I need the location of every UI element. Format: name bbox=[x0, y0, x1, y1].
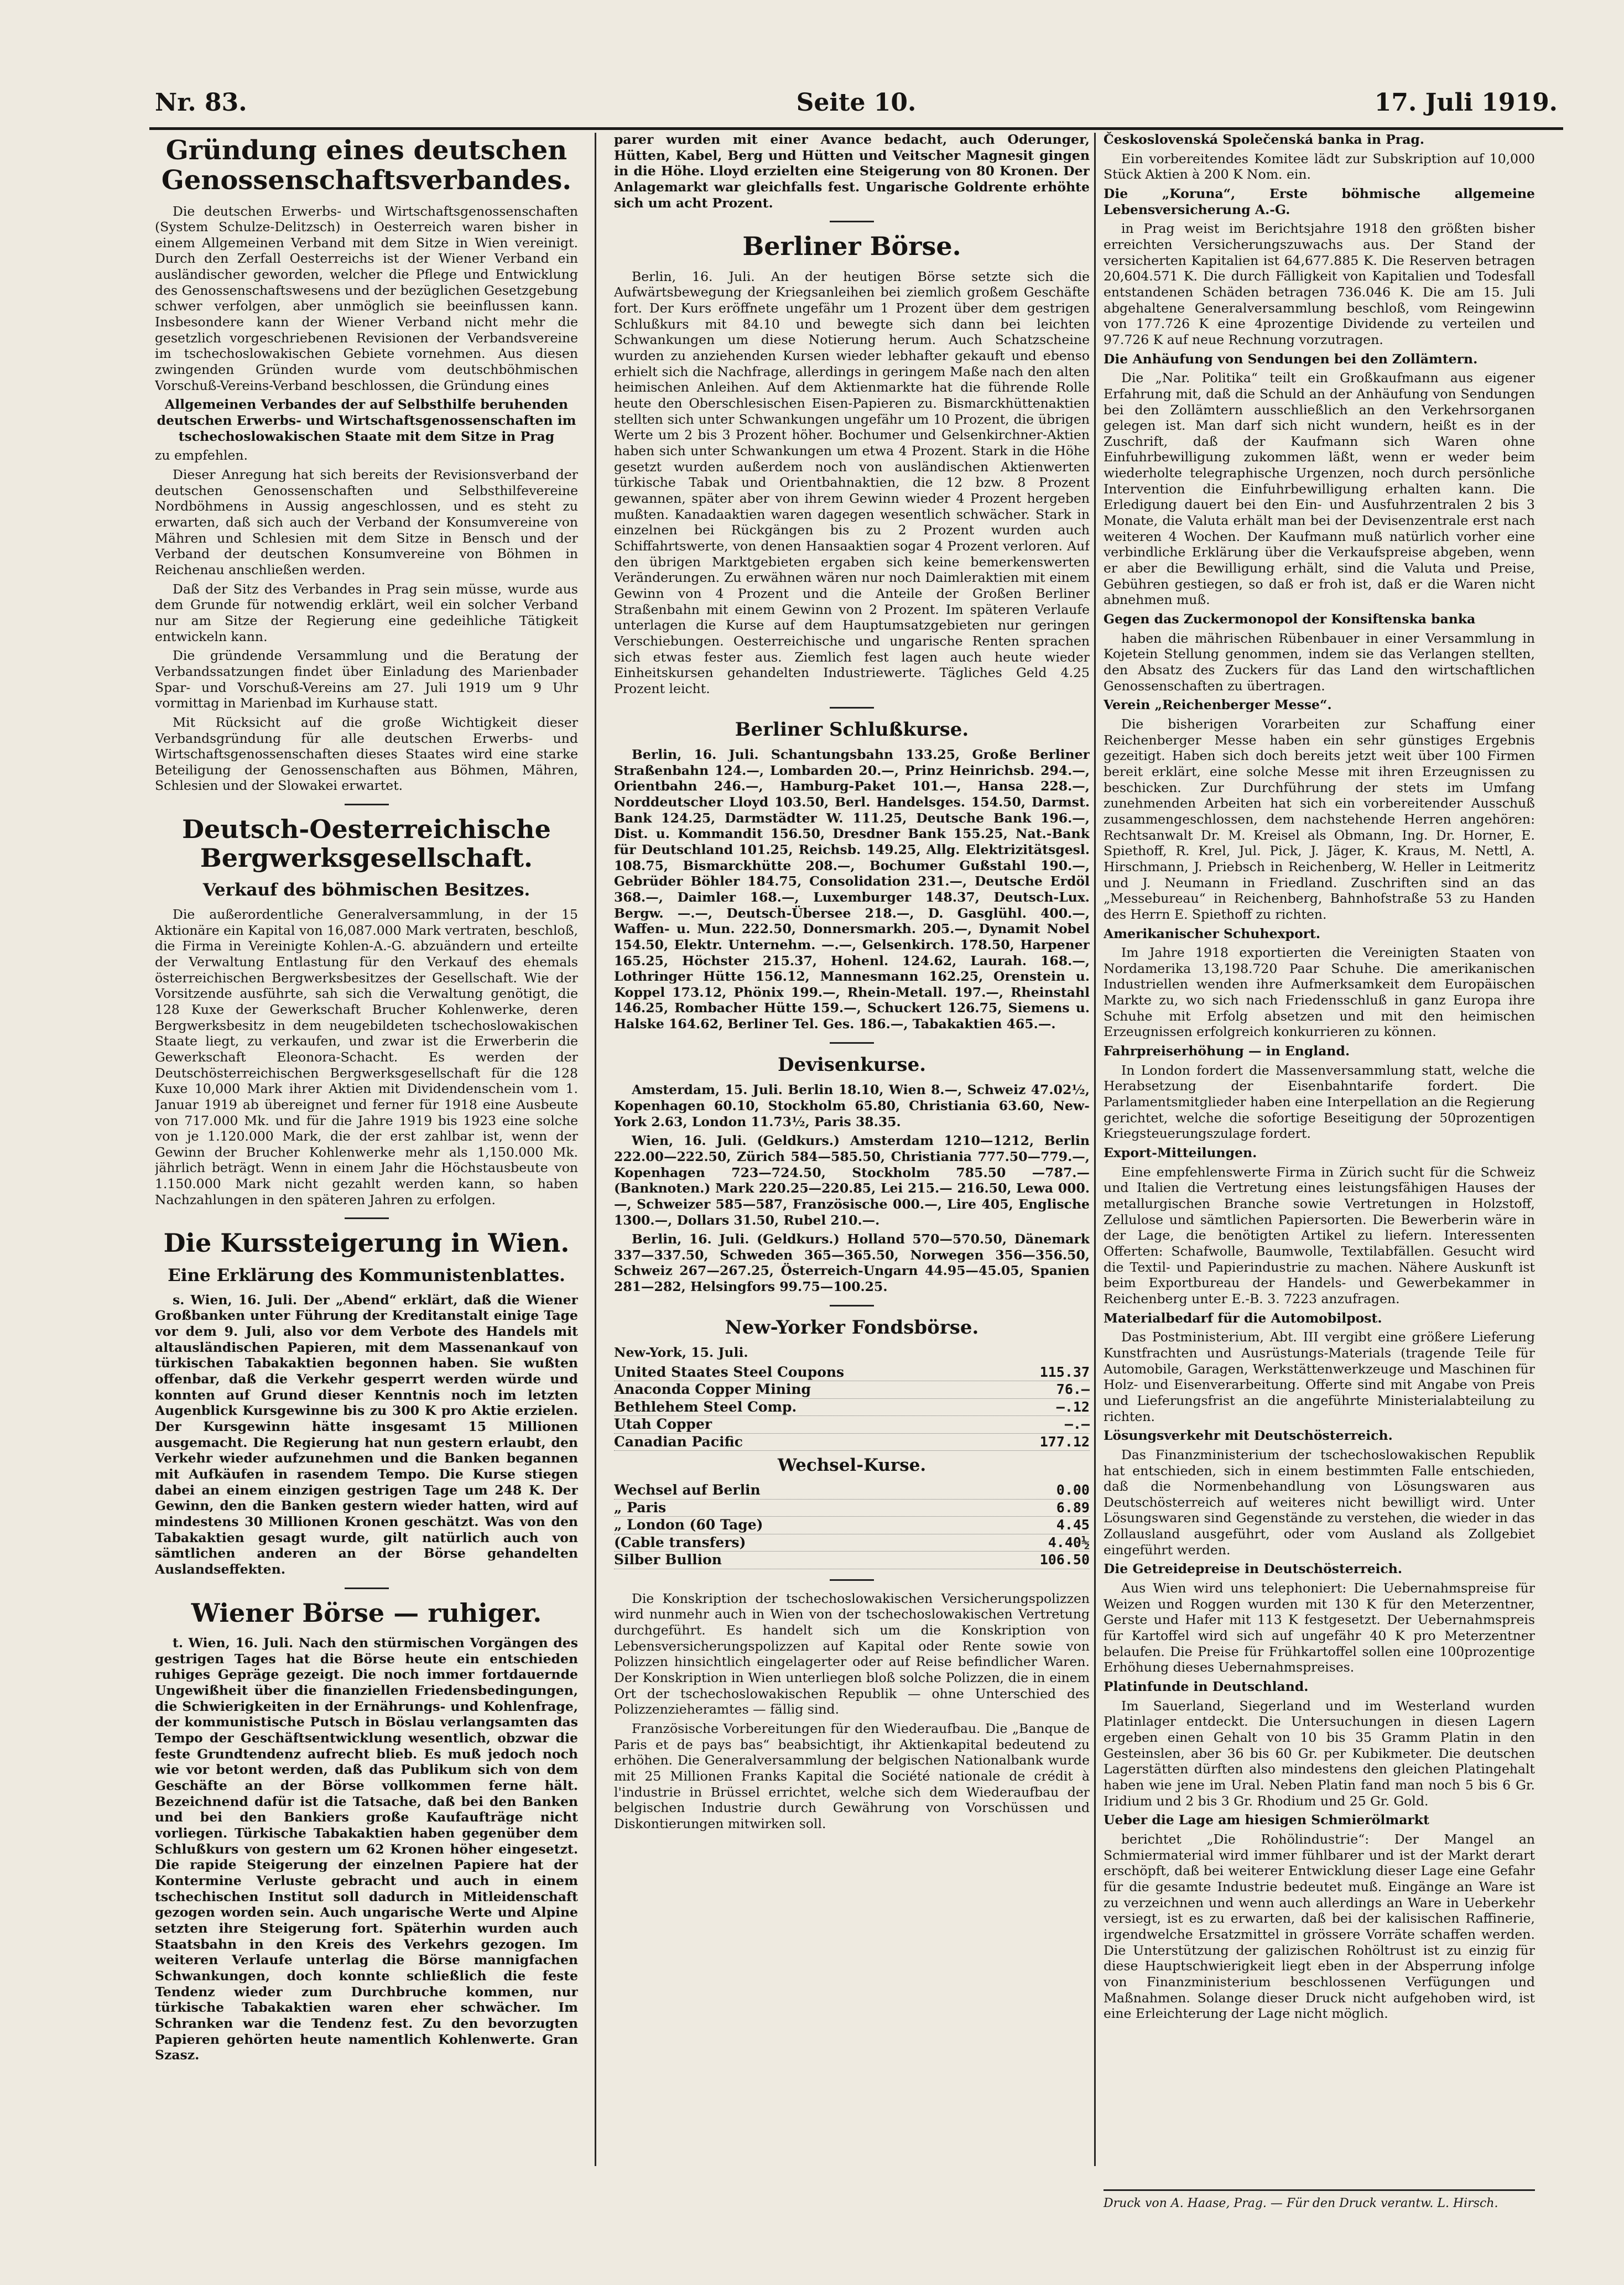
news-heading: Fahrpreiserhöhung — in England. bbox=[1104, 1043, 1350, 1059]
stock-row: Canadian Pacific 177.12 bbox=[614, 1434, 1090, 1451]
news-heading: Die „Koruna“, Erste böhmische allgemeine Lebensversicherung A.-G. bbox=[1104, 185, 1535, 217]
exchange-row: „ London (60 Tage) 4.45 bbox=[614, 1517, 1090, 1534]
stock-row: Anaconda Copper Mining 76.— bbox=[614, 1381, 1090, 1399]
divider bbox=[830, 221, 874, 222]
column-rule bbox=[595, 133, 596, 2166]
column-2 bbox=[614, 132, 1090, 2163]
article-title: Devisenkurse. bbox=[777, 1053, 926, 1076]
news-heading: Die Getreidepreise in Deutschösterreich. bbox=[1104, 1561, 1403, 1577]
paragraph: Mit Rücksicht auf die große Wichtigkeit dieser Verbandsgründung für alle deutschen Erwerbs- und Wirtschaftsgenossenschaften dieses Staates wird eine starke Beteiligung der Genossenschaften aus Böhmen, Mähren, Schlesien und der Slowakei erwartet. bbox=[155, 714, 578, 794]
paragraph: berichtet „Die Rohölindustrie“: Der Mangel an Schmiermaterial wird immer fühlbarer und ist der Markt derart erschöpft, daß bei weiterer Entwicklung dieser Lage eine Gefahr für die gesamte Industrie bedeutet muß. Eingänge an Ware ist zu verzeichnen und wenn auch allerdings an Ware in Ueberkehr versiegt, ist es zu erwarten, daß bei der kalisischen Raffinerie, irgendwelche Ersatzmittel in grössere Vorräte schaffen werden. Die Unterstützung der galizischen Rohöltrust ist zu einzig für diese Hauptschwierigkeit liegt eben in der Absperrung infolge von Finanzministerium beschlossenen Verfügungen und Maßnahmen. Solange dieser Druck nicht aufgehoben wird, ist eine Erleichterung der Lage nicht möglich. bbox=[1104, 1831, 1535, 2022]
stock-row: Bethlehem Steel Comp. —.12 bbox=[614, 1399, 1090, 1417]
article-subtitle: Eine Erklärung des Kommunistenblattes. bbox=[168, 1265, 565, 1285]
paragraph: Die bisherigen Vorarbeiten zur Schaffung einer Reichenberger Messe haben ein sehr günstiges Ergebnis gezeitigt. Haben sich doch bereits jetzt weit über 100 Firmen bereit erklärt, eine solche Messe mit ihren Erzeugnissen zu beschicken. Zur Durchführung der stets im Umfang zunehmenden Arbeiten hat sich ein vorbereitender Ausschuß zusammengeschlossen, dem nachstehende Herren angehören: Rechtsanwalt Dr. M. Kreisel als Obmann, Ing. Dr. Horner, E. Spiethoff, R. Krel, Jul. Pick, J. Jäger, K. Kraus, M. Nettl, A. Hirschmann, J. Priebsch in Reichenberg, W. Heller in Leitmeritz und J. Neumann in Friedland. Zuschriften sind an das „Messebureau“ in Reichenberg, Bahnhofstraße 53 zu Handen des Herrn E. Spiethoff zu richten. bbox=[1104, 716, 1535, 922]
paragraph: Berlin, 16. Juli. Schantungsbahn 133.25, Große Berliner Straßenbahn 124.—, Lombarden 20.—, Prinz Heinrichsb. 294.—, Orientbahn 246.—, Hamburg-Paket 101.—, Hansa 228.—, Norddeutscher Lloyd 103.50, Berl. Handelsges. 154.50, Darmst. Bank 124.25, Darmstädter W. 111.25, Deutsche Bank 196.—, Dist. u. Kommandit 156.50, Dresdner Bank 155.25, Nat.-Bank für Deutschland 101.25, Reichsb. 149.25, Allg. Elektrizitätsgesl. 108.75, Bismarckhütte 208.—, Bochumer Gußstahl 190.—, Gebrüder Böhler 184.75, Consolidation 231.—, Deutsche Erdöl 368.—, Daimler 168.—, Luxemburger 148.37, Deutsch-Lux. Bergw. —.—, Deutsch-Übersee 218.—, D. Gasglühl. 400.—, Waffen- u. Mun. 222.50, Donnersmarkh. 205.—, Dynamit Nobel 154.50, Elektr. Unternehm. —.—, Gelsenkirch. 178.50, Harpener 165.25, Höchster 215.37, Hohenl. 124.62, Laurah. 168.—, Lothringer Hütte 156.12, Mannesmann 162.25, Orenstein u. Koppel 173.12, Phönix 199.—, Rhein-Metall. 197.—, Rheinstahl 146.25, Rombacher Hütte 159.—, Schuckert 126.75, Siemens u. Halske 164.62, Berliner Tel. Ges. 186.—, Tabakaktien 465.—. bbox=[614, 746, 1090, 1032]
paragraph: parer wurden mit einer Avance bedacht, auch Oderunger, Hütten, Kabel, Berg und Hütten und Veitscher Magnesit gingen in die Höhe. Lloyd erzielten eine Steigerung von 80 Kronen. Der Anlagemarkt war gleichfalls fest. Ungarische Goldrente erhöhte sich um acht Prozent. bbox=[614, 132, 1090, 211]
stock-list bbox=[614, 1364, 1090, 1451]
paragraph: Berlin, 16. Juli. (Geldkurs.) Holland 570—570.50, Dänemark 337—337.50, Schweden 365—365.50, Norwegen 356—356.50, Schweiz 267—267.25, Österreich-Ungarn 44.95—45.05, Spanien 281—282, Helsingfors 99.75—100.25. bbox=[614, 1231, 1090, 1295]
paragraph: Eine empfehlenswerte Firma in Zürich sucht für die Schweiz und Italien die Vertretung eines leistungsfähigen Hauses der metallurgischen Branche sowie Vertretungen in Holzstoff, Zellulose und sämtlichen Papiersorten. Die Bewerberin wäre in der Lage, die benötigten Artikel zu liefern. Interessenten Offerten: Schafwolle, Baumwolle, Textilabfällen. Gesucht wird die Textil- und Papierindustrie zu machen. Nähere Auskunft ist beim Exportbureau der Handels- und Gewerbekammer in Reichenberg unter E.-B. 3. 7223 anzufragen. bbox=[1104, 1164, 1535, 1307]
page-number: Seite 10. bbox=[796, 89, 917, 117]
news-heading: Československá Společenská banka in Prag. bbox=[1104, 132, 1425, 147]
paragraph: Die deutschen Erwerbs- und Wirtschaftsgenossenschaften (System Schulze-Delitzsch) in Oesterreich waren bisher in einem Allgemeinen Verband mit dem Sitze in Wien vereinigt. Durch den Zerfall Oesterreichs ist der Wiener Verband ein ausländischer geworden, welcher die Pflege und Entwicklung des Genossenschaftswesens und der bezüglichen Gesetzgebung schwer verfolgen, aber unmöglich sie beeinflussen kann. Insbesondere kann der Wiener Verband nicht mehr die gesetzlich vorgeschriebenen Revisionen der Verbandsvereine im tschechoslowakischen Gebiete vornehmen. Aus diesen zwingenden Gründen wurde vom deutschböhmischen Vorschuß-Vereins-Verband beschlossen, die Gründung eines bbox=[155, 203, 578, 393]
article-title: Die Kurssteigerung in Wien. bbox=[163, 1228, 570, 1258]
news-heading: Ueber die Lage am hiesigen Schmierölmarkt bbox=[1104, 1812, 1429, 1828]
article-title: Gründung eines deutschen Genossenschaftsverbandes. bbox=[161, 135, 572, 196]
paragraph: Ein vorbereitendes Komitee lädt zur Subskription auf 10,000 Stück Aktien à 200 K Nom. ein. bbox=[1104, 150, 1535, 183]
divider bbox=[830, 707, 874, 709]
news-heading: Platinfunde in Deutschland. bbox=[1104, 1679, 1309, 1695]
paragraph: Amsterdam, 15. Juli. Berlin 18.10, Wien 8.—, Schweiz 47.02½, Kopenhagen 60.10, Stockholm 65.80, Christiania 63.60, New-York 2.63, London 11.73½, Paris 38.35. bbox=[614, 1082, 1090, 1130]
divider bbox=[830, 1305, 874, 1307]
paragraph: haben die mährischen Rübenbauer in einer Versammlung in Kojetein Stellung genommen, indem sie das Verlangen stellten, den Absatz des Zuckers für das Land den wirtschaftlichen Genossenschaften zu übertragen. bbox=[1104, 630, 1535, 694]
column-1 bbox=[155, 132, 578, 2163]
divider bbox=[345, 1217, 389, 1219]
paragraph: Im Jahre 1918 exportierten die Vereinigten Staaten von Nordamerika 13,198.720 Paar Schuhe. Die amerikanischen Industriellen wenden ihre Aufmerksamkeit dem Europäischen Markte zu, wo sich nach Friedensschluß in ganz Europa ihre Schuhe mit Erfolg absetzen und mit den heimischen Erzeugnissen erfolgreich konkurrieren zu können. bbox=[1104, 945, 1535, 1040]
paragraph: zu empfehlen. bbox=[155, 447, 248, 464]
paragraph: Allgemeinen Verbandes der auf Selbsthilfe beruhenden deutschen Erwerbs- und Wirtschaftsgenossenschaften im tschechoslowakischen Staate mit dem Sitze in Prag bbox=[157, 397, 576, 444]
exchange-row: „ Paris 6.89 bbox=[614, 1500, 1090, 1517]
column-3 bbox=[1104, 132, 1535, 2163]
issue-date: 17. Juli 1919. bbox=[1374, 89, 1558, 117]
paragraph: Die Konskription der tschechoslowakischen Versicherungspolizzen wird nunmehr auch in Wien von der tschechoslowakischen Vertretung durchgeführt. Es handelt sich um die Konskription von Lebensversicherungspolizzen auf Kapital oder Rente sowie von Polizzen hinsichtlich eingelagerter oder auf Reise befindlicher Waren. Der Konskription in Wien unterliegen bloß solche Polizzen, die in einem Ort der tschechoslowakischen Republik — ohne Unterschied des Polizzenzieheramtes — fällig sind. bbox=[614, 1590, 1090, 1717]
paragraph: t. Wien, 16. Juli. Nach den stürmischen Vorgängen des gestrigen Tages hat die Börse heute ein entschieden ruhiges Gepräge gezeigt. Die noch immer fortdauernde Ungewißheit über die finanziellen Friedensbedingungen, die Schwierigkeiten in der Ernährungs- und Kohlenfrage, der kommunistische Putsch in Böslau verlangsamten das Tempo der Geschäftsentwicklung wesentlich, obzwar die feste Grundtendenz aufrecht blieb. Es muß jedoch noch wie vor betont werden, daß das Publikum sich von dem Geschäfte an der Börse vollkommen ferne hält. Bezeichnend dafür ist die Tatsache, daß bei den Banken und bei den Bankiers große Kaufaufträge nicht vorliegen. Türkische Tabakaktien haben gegenüber dem Schlußkurs von gestern um 62 Kronen höher eingesetzt. Die rapide Steigerung der einzelnen Papiere hat der Kontermine Verluste gebracht und auch in einem tschechischen Institut soll dadurch in Mitleidenschaft gezogen worden sein. Auch ungarische Werte und Alpine setzten ihre Steigerung fort. Späterhin wurden auch Staatsbahn in den Kreis des Verkehrs gezogen. Im weiteren Verlaufe unterlag die Börse mannigfachen Schwankungen, doch konnte schließlich die feste Tendenz wieder zum Durchbruche kommen, nur türkische Tabakaktien waren eher schwächer. Im Schranken war die Tendenz fest. Zu den bevorzugten Papieren gehörten heute namentlich Kohlenwerte. Gran Szasz. bbox=[155, 1635, 578, 2063]
article-title: New-Yorker Fondsbörse. bbox=[725, 1316, 979, 1339]
issue-number: Nr. 83. bbox=[155, 89, 247, 117]
article-subtitle: Verkauf des böhmischen Besitzes. bbox=[202, 880, 530, 901]
news-heading: Die Anhäufung von Sendungen bei den Zollämtern. bbox=[1104, 351, 1478, 367]
paragraph: Die außerordentliche Generalversammlung, in der 15 Aktionäre ein Kapital von 16,087.000 Mark vertraten, beschloß, die Firma in Vereinigte Kohlen-A.-G. abzuändern und erteilte der Verwaltung Entlastung für den Verkauf des ehemals österreichischen Bergwerksbesitzes der Gesellschaft. Wie der Vorsitzende ausführte, sah sich die Verwaltung genötigt, die 128 Kuxe der Gewerkschaft Brucher Kohlenwerke, deren Bergwerksbesitz in dem neugebildeten tschechoslowakischen Staate liegt, zu verkaufen, und zwar ist die Erwerberin die Gewerkschaft Eleonora-Schacht. Es werden der Deutschösterreichischen Bergwerksgesellschaft für die 128 Kuxe 10,000 Mark ihrer Aktien mit Dividendenschein vom 1. Januar 1919 ab übereignet und ferner für 1918 eine Ausbeute von 717.000 Mk. und für die Jahre 1919 bis 1923 eine solche von je 1.120.000 Mark, die der erst zahlbar ist, wenn der Gewinn der Brucher Kohlenwerke mehr als 1,150.000 Mk. jährlich beträgt. Wenn in einem Jahr die Höchstausbeute von 1.150.000 Mark nicht gezahlt werden kann, so haben Nachzahlungen in den späteren Jahren zu erfolgen. bbox=[155, 906, 578, 1207]
paragraph: Aus Wien wird uns telephoniert: Die Uebernahmspreise für Weizen und Roggen wurden mit 130 K für den Meterzentner, Gerste und Hafer mit 113 K festgesetzt. Der Uebernahmspreis für Kartoffel wird sich auf ungefähr 40 K pro Meterzentner belaufen. Die Preise für Frühkartoffel sollen eine 100prozentige Erhöhung dieses Uebernahmspreises. bbox=[1104, 1580, 1535, 1675]
exchange-row: (Cable transfers) 4.40½ bbox=[614, 1534, 1090, 1552]
paragraph: s. Wien, 16. Juli. Der „Abend“ erklärt, daß die Wiener Großbanken unter Führung der Kreditanstalt einige Tage vor dem 9. Juli, also vor dem Verbote des Handels mit altausländischen Papieren, mit dem Massenankauf von türkischen Tabakaktien begonnen haben. Sie wußten offenbar, daß die Verkehr gesperrt werden würde und konnten auf Grund dieser Kenntnis noch im letzten Augenblick Kursgewinne bis zu 300 K pro Aktie erzielen. Der Kursgewinn hätte insgesamt 15 Millionen ausgemacht. Die Regierung hat nun gestern erlaubt, den Verkehr wieder aufzunehmen und die Banken begannen mit Aufkäufen in rasendem Tempo. Die Kurse stiegen dabei an einem einzigen gestrigen Tage um 248 K. Der Gewinn, den die Banken gestern wieder hatten, wird auf mindestens 30 Millionen Kronen geschätzt. Was von den Tabakaktien gesagt wurde, gilt natürlich auch von sämtlichen anderen an der Börse gehandelten Auslandseffekten. bbox=[155, 1292, 578, 1577]
paragraph: Das Postministerium, Abt. III vergibt eine größere Lieferung Kunstfrachten und Ausrüstungs-Materials (tragende Teile für Automobile, Garagen, Werkstättenwerkzeuge und Maschinen für Holz- und Eisenverarbeitung. Offerte sind mit Angabe von Preis und Lieferungsfrist an die angeführte Ministerialabteilung zu richten. bbox=[1104, 1329, 1535, 1424]
news-heading: Export-Mitteilungen. bbox=[1104, 1145, 1257, 1161]
stock-row: Utah Copper —.— bbox=[614, 1416, 1090, 1434]
article-title: Berliner Börse. bbox=[742, 231, 961, 262]
stock-row: United Staates Steel Coupons 115.37 bbox=[614, 1364, 1090, 1382]
paragraph: Wien, 16. Juli. (Geldkurs.) Amsterdam 1210—1212, Berlin 222.00—222.50, Zürich 584—585.50, Christiania 777.50—779.—, Kopenhagen 723—724.50, Stockholm 785.50 —787.— (Banknoten.) Mark 220.25—220.85, Lei 215.— 216.50, Lewa 000.—, Schweizer 585—587, Französische 000.—, Lire 405, Englische 1300.—, Dollars 31.50, Rubel 210.—. bbox=[614, 1133, 1090, 1228]
news-heading: Lösungsverkehr mit Deutschösterreich. bbox=[1104, 1428, 1393, 1444]
paragraph: Die „Nar. Politika“ teilt ein Großkaufmann aus eigener Erfahrung mit, daß die Schuld an der Anhäufung von Sendungen bei den Zollämtern ausschließlich an den Verkehrsorganen gelegen ist. Man darf sich nicht wundern, heißt es in der Zuschrift, daß der Kaufmann sich Waren ohne Einfuhrbewilligung zukommen läßt, wenn er weder beim wiederholte telegraphische Urgenzen, noch durch persönliche Intervention die Einfuhrbewilligung erhalten kann. Die Erledigung dauert bei den Ein- und Ausfuhrzentralen 2 bis 3 Monate, die Valuta erhält man bei der Devisenzentrale erst nach weiteren 4 Wochen. Der Kaufmann muß natürlich vorher eine verbindliche Erklärung über die Verkaufspreise abgeben, wenn er aber die Bewilligung erhält, sind die Valuta und Preise, Gebühren gestiegen, so daß er froh ist, daß er die Waren nicht abnehmen muß. bbox=[1104, 370, 1535, 608]
paragraph: Französische Vorbereitungen für den Wiederaufbau. Die „Banque de Paris et de pays bas“ beabsichtigt, ihr Aktienkapital bedeutend zu erhöhen. Die Generalversammlung der belgischen Nationalbank wurde mit 25 Millionen Franks Kapital die Société nationale de crédit à l'industrie in Brüssel errichtet, welche sich dem Wiederaufbau der belgischen Industrie durch Gewährung von Vorschüssen und Diskontierungen mitwirken soll. bbox=[614, 1720, 1090, 1831]
news-heading: Materialbedarf für die Automobilpost. bbox=[1104, 1310, 1382, 1326]
paragraph: Das Finanzministerium der tschechoslowakischen Republik hat entschieden, sich in einem bestimmten Falle entschieden, daß die Normenbehandlung von Lösungswaren aus Deutschösterreich auf weiteres nicht bewilligt wird. Unter Lösungswaren sind Gegenstände zu verstehen, die wieder in das Zollausland ausgeführt, oder vom Ausland als Zollgebiet eingeführt werden. bbox=[1104, 1446, 1535, 1558]
exchange-row: Wechsel auf Berlin 0.00 bbox=[614, 1482, 1090, 1500]
paragraph: Berlin, 16. Juli. An der heutigen Börse setzte sich die Aufwärtsbewegung der Kriegsanleihen bei ziemlich großem Geschäfte fort. Der Kurs eröffnete ungefähr um 1 Prozent über dem gestrigen Schlußkurs mit 84.10 und bewegte sich dann bei leichten Schwankungen um diese Notierung herum. Auch Schatzscheine wurden zu anziehenden Kursen wieder lebhafter gekauft und ebenso erhielt sich die Nachfrage, allerdings in geringem Maße nach den alten heimischen Anleihen. Auf dem Aktienmarkte hat die führende Rolle heute den Oberschlesischen Eisen-Papieren zu. Bismarckhüttenaktien stellten sich unter Schwankungen ungefähr um 10 Prozent, die übrigen Werte um 2 bis 3 Prozent höher. Bochumer und Gelsenkirchner-Aktien haben sich unter Schwankungen um etwa 4 Prozent. Stark in die Höhe gesetzt wurden außerdem noch von ausländischen Aktienwerten türkische Tabak und Orientbahnaktien, die 12 bzw. 8 Prozent gewannen, später aber von ihrem Gewinn wieder 4 Prozent hergeben mußten. Kanadaaktien waren dagegen wesentlich schwächer. Stark in einzelnen bei Rückgängen bis zu 2 Prozent wurden auch Schiffahrtswerte, von denen Hansaaktien sogar 4 Prozent verloren. Auf den übrigen Marktgebieten ergaben sich keine bemerkenswerten Veränderungen. Zu erwähnen wären nur noch Daimleraktien mit einem Gewinn von 4 Prozent und die Anteile der Großen Berliner Straßenbahn mit einem Gewinn von 2 Prozent. Im späteren Verlaufe unterlagen die Kurse auf dem Hauptumsatzgebieten nur geringen Verschiebungen. Oesterreichische und ungarische Renten sprachen sich etwas fester aus. Ziemlich fest lagen auch heute wieder Einheitskursen gehandelten Industriewerte. Tägliches Geld 4.25 Prozent leicht. bbox=[614, 268, 1090, 696]
divider bbox=[345, 804, 389, 805]
page-header bbox=[149, 83, 1563, 130]
paragraph: Daß der Sitz des Verbandes in Prag sein müsse, wurde aus dem Grunde für notwendig erklärt, weil ein solcher Verband nur am Sitze der Regierung eine gedeihliche Tätigkeit entwickeln kann. bbox=[155, 581, 578, 644]
divider bbox=[830, 1042, 874, 1044]
paragraph: in Prag weist im Berichtsjahre 1918 den größten bisher erreichten Versicherungszuwachs aus. Der Stand der versicherten Kapitalien ist 64,677.885 K. Die Reserven betragen 20,604.571 K. Die durch Fälligkeit von Kapitalien und Todesfall entstandenen Schäden betragen 736.046 K. Die am 15. Juli abgehaltene Generalversammlung beschloß, vom Reingewinn von 177.726 K eine 4prozentige Dividende zu verteilen und 97.726 K auf neue Rechnung vorzutragen. bbox=[1104, 221, 1535, 347]
paragraph: Die gründende Versammlung und die Beratung der Verbandssatzungen findet über Einladung des Marienbader Spar- und Vorschuß-Vereins am 27. Juli 1919 um 9 Uhr vormittag in Marienbad im Kurhause statt. bbox=[155, 648, 578, 711]
divider bbox=[345, 1587, 389, 1589]
divider bbox=[830, 1579, 874, 1581]
news-heading: Amerikanischer Schuhexport. bbox=[1104, 925, 1321, 941]
dateline: New-York, 15. Juli. bbox=[614, 1345, 748, 1361]
article-title: Wiener Börse — ruhiger. bbox=[191, 1597, 542, 1628]
news-heading: Gegen das Zuckermonopol der Konsiftenska banka bbox=[1104, 611, 1476, 627]
article-title: Berliner Schlußkurse. bbox=[735, 718, 969, 741]
paragraph: Dieser Anregung hat sich bereits der Revisionsverband der deutschen Genossenschaften und Selbsthilfevereine Nordböhmens in Aussig angeschlossen, und es steht zu erwarten, daß sich auch der Verband der Konsumvereine von Mähren und Schlesien mit dem Sitze in Bensch und der Verband der deutschen Konsumvereine von Böhmen in Reichenau anschließen werden. bbox=[155, 467, 578, 577]
news-heading: Verein „Reichenberger Messe“. bbox=[1104, 697, 1332, 713]
imprint: Druck von A. Haase, Prag. — Für den Druck verantw. L. Hirsch. bbox=[1104, 2189, 1535, 2210]
paragraph: In London fordert die Massenversammlung statt, welche die Herabsetzung der Eisenbahntarife fordert. Die Parlamentsmitglieder haben eine Interpellation an die Regierung gerichtet, welche die sofortige Beseitigung der 50prozentigen Kriegsteuerungszulage fordert. bbox=[1104, 1062, 1535, 1142]
article-title: Deutsch-Oesterreichische Bergwerksgesellschaft. bbox=[182, 814, 551, 873]
exchange-row: Silber Bullion 106.50 bbox=[614, 1552, 1090, 1569]
column-rule bbox=[1094, 133, 1096, 2166]
section-subtitle: Wechsel-Kurse. bbox=[777, 1455, 926, 1476]
paragraph: Im Sauerland, Siegerland und im Westerland wurden Platinlager entdeckt. Die Untersuchungen in diesen Lagern ergeben einen Gehalt von 10 bis 35 Gramm Platin in den Gesteinslen, aber 36 bis 60 Gr. per Kubikmeter. Die deutschen Lagerstätten dürften also mindestens den gleichen Platingehalt haben wie jene im Ural. Neben Platin fand man noch 5 bis 6 Gr. Iridium und 2 bis 3 Gr. Rhodium und 25 Gr. Gold. bbox=[1104, 1698, 1535, 1809]
exchange-list bbox=[614, 1482, 1090, 1569]
